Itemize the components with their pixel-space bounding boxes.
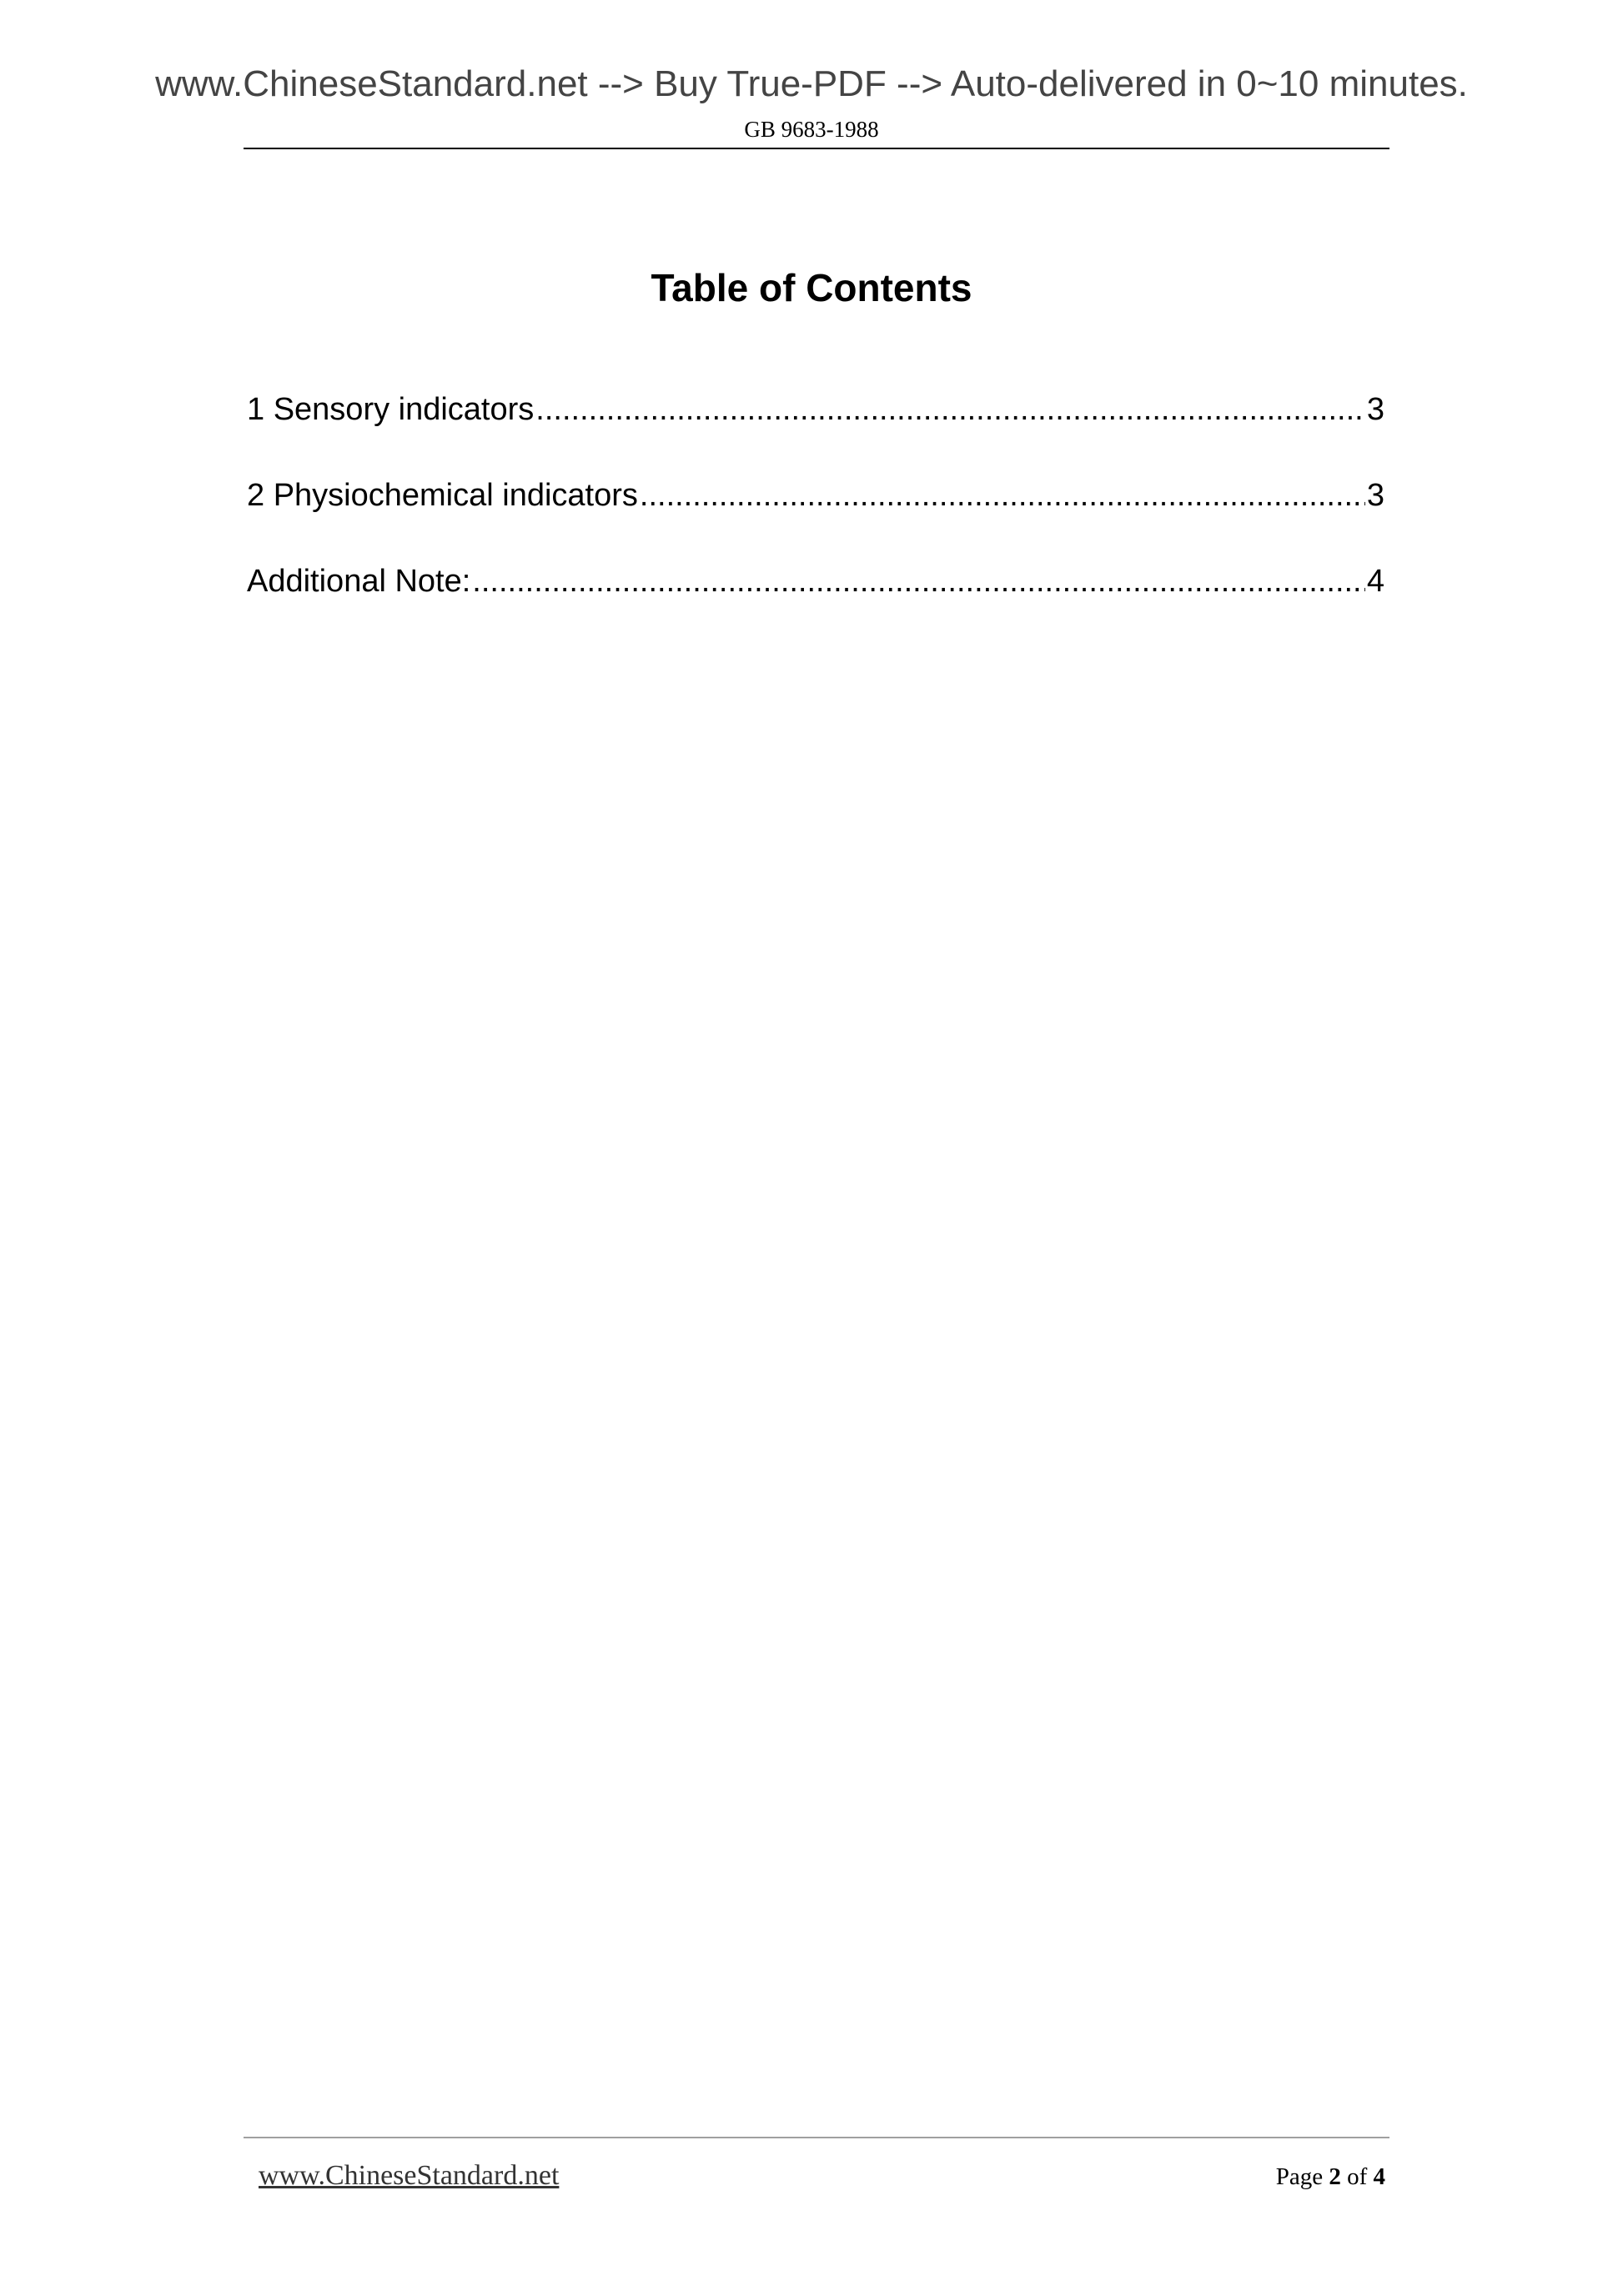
- toc-entry-page: 4: [1366, 564, 1384, 599]
- page-of: of: [1340, 2163, 1374, 2190]
- document-code: GB 9683-1988: [744, 117, 879, 142]
- toc-title: Table of Contents: [651, 266, 972, 309]
- toc-entry-label: Additional Note:: [247, 564, 471, 599]
- toc-entry-page: 3: [1366, 478, 1384, 513]
- toc-dot-leader: [535, 392, 1365, 428]
- page-current: 2: [1329, 2163, 1341, 2190]
- site-banner: www.ChineseStandard.net --> Buy True-PDF --> Auto-delivered in 0~10 minutes.: [155, 63, 1468, 104]
- toc-entry-label: 1 Sensory indicators: [247, 392, 535, 427]
- toc-dot-leader: [472, 564, 1365, 600]
- toc-entry-physiochemical-indicators[interactable]: [247, 478, 1384, 564]
- page-number: [1276, 2163, 1385, 2191]
- toc-dot-leader: [640, 478, 1365, 514]
- page-prefix: Page: [1275, 2163, 1329, 2190]
- table-of-contents: [247, 392, 1384, 650]
- footer-site-link[interactable]: www.ChineseStandard.net: [259, 2160, 560, 2191]
- footer-divider: [244, 2137, 1389, 2138]
- toc-entry-label: 2 Physiochemical indicators: [247, 478, 638, 513]
- toc-entry-additional-note[interactable]: [247, 564, 1384, 650]
- toc-entry-sensory-indicators[interactable]: [247, 392, 1384, 478]
- header-divider: [244, 148, 1389, 149]
- toc-entry-page: 3: [1366, 392, 1384, 427]
- page-total: 4: [1373, 2163, 1385, 2190]
